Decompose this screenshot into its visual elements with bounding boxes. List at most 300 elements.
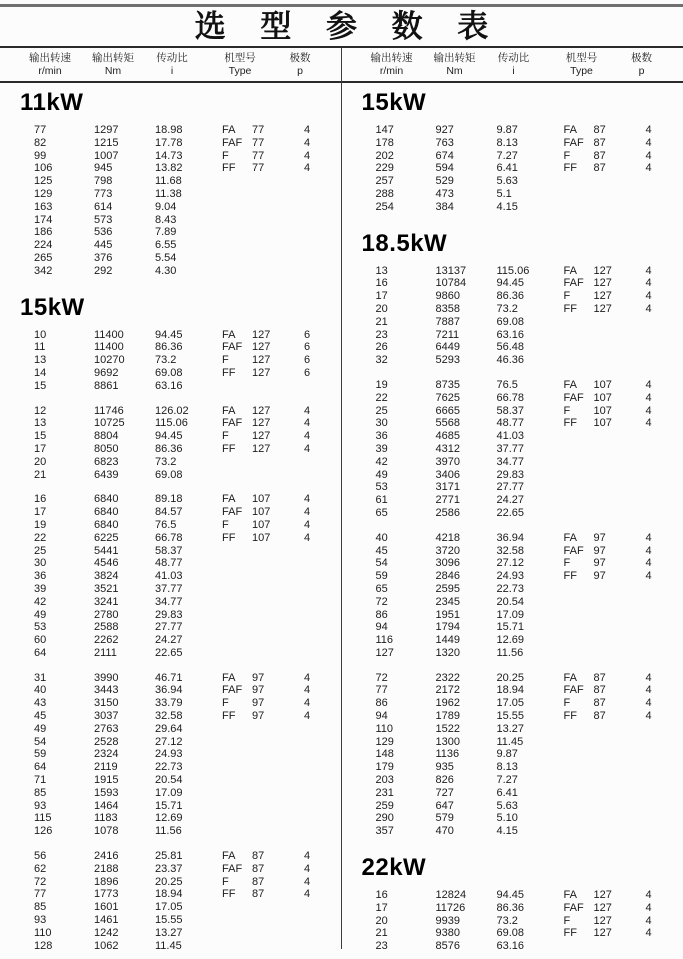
poles-cell: 4: [645, 124, 652, 136]
poles-cell: 4: [304, 493, 311, 506]
type-code: [222, 787, 252, 800]
type-code: FAF: [222, 684, 243, 697]
table-row: [342, 341, 683, 354]
torque-cell: 11400: [94, 328, 124, 341]
header-torque: [424, 52, 486, 78]
poles-cell: 4: [645, 149, 652, 162]
poles-cell: [304, 570, 330, 583]
poles-cell: [646, 329, 672, 342]
speed-cell: 125: [34, 175, 53, 188]
ratio-cell: 27.12: [155, 735, 183, 748]
type-code: [564, 430, 594, 443]
poles-cell: [646, 469, 672, 482]
type-size: 127: [252, 430, 271, 443]
poles-cell: [646, 748, 672, 761]
table-row: [0, 888, 342, 901]
type-cell: [564, 583, 646, 596]
type-cell: [564, 812, 646, 825]
type-size: 127: [252, 354, 271, 367]
ratio-cell: 32.58: [496, 544, 525, 557]
type-code: [564, 800, 594, 813]
poles-cell: [646, 481, 672, 494]
speed-cell: 21: [375, 315, 388, 328]
row-block: [342, 265, 683, 367]
type-code: FF: [563, 570, 577, 583]
table-row: [342, 316, 683, 329]
torque-cell: 292: [94, 264, 113, 277]
type-code: [222, 927, 252, 940]
speed-cell: 15: [34, 379, 47, 392]
ratio-cell: 18.98: [155, 124, 183, 136]
ratio-cell: 5.1: [496, 187, 512, 200]
torque-cell: 7887: [435, 315, 460, 328]
type-code: [564, 329, 594, 342]
ratio-cell: 18.94: [155, 888, 183, 901]
header-speed-unit: r/min: [379, 64, 404, 77]
type-code: FF: [222, 531, 236, 544]
speed-cell: 21: [34, 468, 47, 481]
poles-cell: 4: [645, 404, 652, 417]
type-size: 87: [593, 124, 606, 136]
speed-cell: 72: [375, 595, 388, 608]
type-code: FA: [222, 850, 236, 863]
type-size: 107: [252, 531, 271, 544]
poles-cell: [646, 647, 672, 660]
poles-cell: [646, 940, 672, 953]
torque-cell: 10784: [435, 277, 467, 290]
type-cell: [564, 417, 646, 430]
ratio-cell: 18.94: [496, 684, 525, 697]
speed-cell: 20: [34, 455, 47, 468]
ratio-cell: 24.93: [155, 748, 183, 761]
table-row: [0, 469, 342, 482]
type-code: [222, 901, 252, 914]
ratio-cell: 76.5: [155, 518, 177, 531]
type-size: 87: [593, 149, 606, 162]
type-cell: [222, 927, 304, 940]
speed-cell: 15: [34, 430, 47, 443]
ratio-cell: 22.73: [155, 761, 183, 774]
torque-cell: 4685: [435, 430, 460, 443]
poles-cell: [646, 761, 672, 774]
power-section-title: 15kW: [20, 293, 85, 321]
torque-cell: 3171: [435, 481, 460, 494]
poles-cell: [646, 430, 672, 443]
poles-cell: [304, 825, 330, 838]
torque-cell: 470: [435, 825, 454, 838]
type-cell: [222, 723, 304, 736]
poles-cell: [646, 736, 672, 749]
power-section-title: 15kW: [361, 89, 427, 116]
torque-cell: 1601: [94, 901, 119, 914]
type-cell: [222, 850, 304, 863]
type-cell: [564, 469, 646, 482]
ratio-cell: 58.37: [496, 404, 525, 417]
speed-cell: 32: [375, 354, 388, 367]
type-code: [564, 443, 594, 456]
table-row: [342, 277, 683, 290]
table-row: [342, 137, 683, 150]
poles-cell: [304, 545, 330, 558]
type-code: [222, 940, 252, 953]
torque-cell: 674: [435, 149, 454, 162]
type-cell: [222, 748, 304, 761]
torque-cell: 935: [435, 761, 454, 774]
speed-cell: 64: [34, 646, 47, 659]
type-cell: [222, 265, 304, 278]
ratio-cell: 17.09: [496, 608, 525, 621]
poles-cell: [304, 647, 330, 660]
header-type-unit: Type: [570, 64, 593, 77]
speed-cell: 72: [375, 671, 388, 684]
speed-cell: 110: [375, 722, 394, 735]
table-row: [0, 812, 342, 825]
header-type-cn: 机型号: [224, 51, 256, 64]
torque-cell: 6665: [435, 404, 460, 417]
torque-cell: 3824: [94, 570, 119, 583]
header-ratio-unit: i: [512, 64, 515, 77]
speed-cell: 16: [375, 277, 388, 290]
torque-cell: 594: [435, 162, 454, 175]
table-row: [0, 239, 342, 252]
speed-cell: 13: [34, 354, 47, 367]
type-cell: [564, 341, 646, 354]
speed-cell: 265: [34, 251, 53, 264]
type-cell: [564, 175, 646, 188]
ratio-cell: 56.48: [496, 341, 525, 354]
speed-cell: 25: [375, 404, 388, 417]
poles-cell: 4: [645, 302, 652, 315]
speed-cell: 19: [375, 378, 388, 391]
type-code: [222, 774, 252, 787]
type-code: [564, 341, 594, 354]
speed-cell: 288: [375, 187, 394, 200]
type-cell: [222, 519, 304, 532]
type-code: [564, 316, 594, 329]
type-cell: [564, 494, 646, 507]
header-torque: [82, 52, 144, 78]
ratio-cell: 25.81: [155, 850, 183, 863]
header-ratio: [486, 52, 542, 78]
type-code: [222, 621, 252, 634]
type-code: [564, 507, 594, 520]
type-code: [222, 825, 252, 838]
poles-cell: 4: [645, 277, 652, 290]
torque-cell: 1522: [435, 722, 460, 735]
torque-cell: 529: [435, 175, 454, 188]
speed-cell: 254: [375, 200, 394, 213]
poles-cell: [646, 825, 672, 838]
header-poles: [622, 52, 662, 78]
type-code: FA: [222, 328, 236, 341]
speed-cell: 40: [34, 684, 47, 697]
type-cell: [564, 265, 646, 278]
type-size: 107: [593, 417, 612, 430]
torque-cell: 8804: [94, 430, 119, 443]
ratio-cell: 94.45: [155, 328, 183, 341]
type-cell: [222, 532, 304, 545]
table-row: [342, 443, 683, 456]
table-row: [0, 545, 342, 558]
poles-cell: [646, 774, 672, 787]
table-row: [342, 812, 683, 825]
torque-cell: 1794: [435, 621, 460, 634]
poles-cell: 4: [645, 901, 652, 914]
type-code: [564, 494, 594, 507]
torque-cell: 11746: [94, 404, 124, 417]
type-cell: [564, 532, 646, 545]
speed-cell: 127: [375, 646, 394, 659]
ratio-cell: 13.27: [496, 722, 525, 735]
table-row: [342, 290, 683, 303]
type-code: FAF: [222, 341, 243, 354]
torque-cell: 9380: [435, 927, 460, 940]
type-size: 77: [252, 136, 265, 149]
type-code: [564, 825, 594, 838]
torque-cell: 1449: [435, 634, 460, 647]
torque-cell: 2771: [435, 494, 460, 507]
ratio-cell: 37.77: [155, 582, 183, 595]
type-size: 107: [593, 404, 612, 417]
torque-cell: 3406: [435, 468, 460, 481]
type-cell: [222, 596, 304, 609]
speed-cell: 19: [34, 518, 47, 531]
torque-cell: 8050: [94, 442, 119, 455]
type-code: FA: [222, 404, 236, 417]
poles-cell: [646, 609, 672, 622]
type-cell: [564, 456, 646, 469]
speed-cell: 342: [34, 264, 53, 277]
poles-cell: [304, 901, 330, 914]
type-size: 127: [593, 914, 612, 927]
ratio-cell: 22.65: [496, 506, 525, 519]
type-cell: [564, 277, 646, 290]
type-code: F: [222, 149, 229, 162]
type-size: 87: [593, 671, 606, 684]
torque-cell: 573: [94, 213, 113, 226]
type-code: [222, 469, 252, 482]
row-block: [0, 850, 342, 952]
ratio-cell: 4.15: [496, 200, 518, 213]
table-row: [0, 380, 342, 393]
torque-cell: 3720: [435, 544, 460, 557]
torque-cell: 6823: [94, 455, 119, 468]
table-row: [342, 557, 683, 570]
poles-cell: [304, 596, 330, 609]
type-cell: [564, 137, 646, 150]
type-size: 87: [252, 850, 265, 863]
type-code: FAF: [563, 901, 584, 914]
torque-cell: 9692: [94, 366, 119, 379]
type-cell: [222, 456, 304, 469]
type-code: [564, 596, 594, 609]
table-row: [0, 787, 342, 800]
table-row: [0, 405, 342, 418]
ratio-cell: 115.06: [496, 264, 530, 277]
poles-cell: 4: [304, 850, 311, 863]
torque-cell: 1300: [435, 735, 460, 748]
type-cell: [222, 239, 304, 252]
power-section-title: 22kW: [361, 854, 427, 882]
torque-cell: 1215: [94, 136, 119, 149]
speed-cell: 110: [34, 926, 52, 939]
table-row: [342, 800, 683, 813]
torque-cell: 2588: [94, 621, 119, 634]
poles-cell: [304, 800, 330, 813]
page-title: 选 型 参 数 表: [194, 9, 502, 44]
poles-cell: [646, 621, 672, 634]
torque-cell: 11400: [94, 341, 124, 354]
speed-cell: 22: [375, 391, 388, 404]
type-cell: [222, 684, 304, 697]
speed-cell: 42: [34, 595, 47, 608]
type-code: F: [563, 557, 571, 570]
torque-cell: 1962: [435, 697, 460, 710]
ratio-cell: 89.18: [155, 493, 183, 506]
table-row: [0, 532, 342, 545]
ratio-cell: 41.03: [155, 570, 183, 583]
poles-cell: 6: [304, 341, 311, 354]
torque-cell: 798: [94, 175, 113, 188]
header-type: [542, 52, 622, 78]
ratio-cell: 94.45: [155, 430, 183, 443]
table-row: [0, 226, 342, 239]
torque-cell: 3150: [94, 697, 119, 710]
type-code: FA: [563, 124, 577, 136]
header-torque-unit: Nm: [104, 64, 122, 77]
type-cell: [222, 417, 304, 430]
type-size: 127: [252, 442, 271, 455]
poles-cell: 4: [304, 136, 311, 149]
header-speed: [360, 52, 424, 78]
table-row: [0, 672, 342, 685]
row-block: [342, 672, 683, 838]
type-code: FF: [222, 366, 236, 379]
speed-cell: 54: [375, 557, 388, 570]
table-row: [0, 583, 342, 596]
torque-cell: 1896: [94, 875, 119, 888]
type-code: [222, 723, 252, 736]
type-code: [564, 583, 594, 596]
speed-cell: 116: [375, 634, 394, 647]
poles-cell: 4: [645, 710, 652, 723]
speed-cell: 85: [34, 786, 47, 799]
speed-cell: 16: [34, 493, 47, 506]
speed-cell: 36: [375, 430, 388, 443]
type-cell: [222, 226, 304, 239]
type-code: FF: [563, 162, 577, 175]
poles-cell: [304, 201, 330, 214]
torque-cell: 13137: [435, 264, 467, 277]
ratio-cell: 6.55: [155, 239, 177, 252]
torque-cell: 1136: [435, 748, 460, 761]
ratio-cell: 23.37: [155, 862, 183, 875]
poles-cell: [646, 341, 672, 354]
type-cell: [564, 761, 646, 774]
type-size: 87: [593, 697, 606, 710]
torque-cell: 8576: [435, 940, 460, 953]
poles-cell: 4: [304, 518, 311, 531]
table-row: [0, 825, 342, 838]
poles-cell: [646, 456, 672, 469]
speed-cell: 129: [375, 735, 394, 748]
type-code: F: [563, 697, 571, 710]
torque-cell: 5441: [94, 544, 119, 557]
ratio-cell: 73.2: [155, 455, 177, 468]
poles-cell: [304, 634, 330, 647]
poles-cell: [304, 469, 330, 482]
torque-cell: 773: [94, 187, 113, 200]
table-row: [342, 915, 683, 928]
table-row: [0, 506, 342, 519]
type-cell: [222, 188, 304, 201]
type-code: FA: [563, 889, 577, 902]
torque-cell: 8735: [435, 378, 460, 391]
type-cell: [222, 137, 304, 150]
ratio-cell: 34.77: [155, 595, 183, 608]
ratio-cell: 86.36: [155, 341, 183, 354]
torque-cell: 6840: [94, 518, 119, 531]
type-code: [222, 914, 252, 927]
ratio-cell: 32.58: [155, 710, 183, 723]
poles-cell: 4: [645, 697, 652, 710]
top-rule: [0, 4, 683, 7]
table-row: [0, 800, 342, 813]
type-code: FF: [563, 927, 577, 940]
torque-cell: 12824: [435, 889, 467, 902]
speed-cell: 49: [34, 722, 47, 735]
poles-cell: 4: [304, 124, 311, 136]
ratio-cell: 69.08: [155, 468, 183, 481]
torque-cell: 826: [435, 774, 454, 787]
ratio-cell: 69.08: [496, 315, 525, 328]
type-size: 97: [252, 684, 265, 697]
type-size: 77: [252, 124, 265, 136]
poles-cell: [304, 609, 330, 622]
type-code: [564, 469, 594, 482]
table-row: [342, 787, 683, 800]
speed-cell: 45: [34, 710, 47, 723]
ratio-cell: 36.94: [496, 531, 525, 544]
poles-cell: 4: [304, 417, 311, 430]
type-code: [564, 481, 594, 494]
type-code: FAF: [222, 506, 243, 519]
poles-cell: [304, 583, 330, 596]
table-row: [0, 443, 342, 456]
speed-cell: 178: [375, 136, 394, 149]
poles-cell: [304, 252, 330, 265]
type-cell: [564, 621, 646, 634]
poles-cell: [304, 748, 330, 761]
speed-cell: 39: [34, 582, 47, 595]
ratio-cell: 29.64: [155, 722, 183, 735]
type-cell: [564, 545, 646, 558]
type-size: 77: [252, 162, 265, 175]
ratio-cell: 48.77: [496, 417, 525, 430]
ratio-cell: 9.87: [496, 748, 518, 761]
torque-cell: 9860: [435, 290, 460, 303]
table-row: [0, 456, 342, 469]
ratio-cell: 20.54: [155, 774, 183, 787]
poles-cell: [646, 507, 672, 520]
type-code: [564, 621, 594, 634]
poles-cell: 4: [304, 442, 311, 455]
type-code: [564, 774, 594, 787]
table-row: [342, 761, 683, 774]
speed-cell: 26: [375, 341, 388, 354]
type-cell: [222, 697, 304, 710]
poles-cell: 4: [304, 430, 311, 443]
